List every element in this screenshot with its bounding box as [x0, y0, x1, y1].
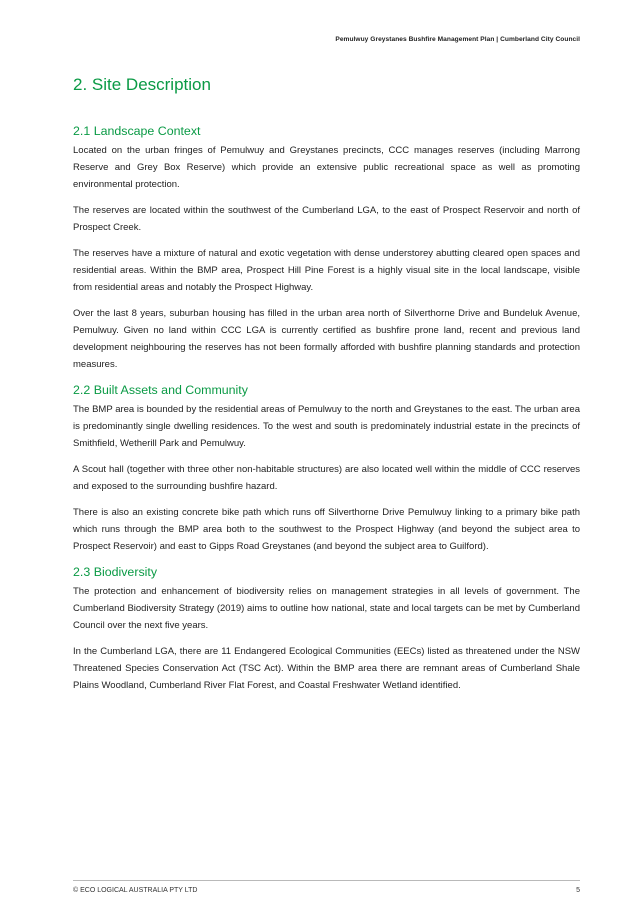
- footer-copyright: © ECO LOGICAL AUSTRALIA PTY LTD: [73, 887, 198, 894]
- paragraph: There is also an existing concrete bike path which runs off Silverthorne Drive Pemulwuy linking to a primary bike path which runs through the BMP area both to the southwest to the Prospect Highway (and beyond the subject area to Prospect Reservoir) and east to Gipps Road Greystanes (and beyond the subject area to Guilford).: [73, 507, 580, 552]
- running-header: Pemulwuy Greystanes Bushfire Management Plan | Cumberland City Council: [335, 36, 580, 43]
- section-title: Built Assets and Community: [93, 383, 248, 397]
- paragraph: The reserves have a mixture of natural and exotic vegetation with dense understorey abutting cleared open spaces and residential areas. Within the BMP area, Prospect Hill Pine Forest is a highly visual site in the local landscape, visible from residential areas and notably the Prospect Highway.: [73, 248, 580, 293]
- page-number: 5: [576, 887, 580, 894]
- section-number: 2.3: [73, 565, 91, 579]
- page-title: 2. Site Description: [73, 75, 211, 94]
- paragraph: The reserves are located within the southwest of the Cumberland LGA, to the east of Prospect Reservoir and north of Prospect Creek.: [73, 205, 580, 233]
- paragraph: The protection and enhancement of biodiversity relies on management strategies in all levels of government. The Cumberland Biodiversity Strategy (2019) aims to outline how national, state and local targets can be met by Cumberland Council over the next five years.: [73, 586, 580, 631]
- paragraph: In the Cumberland LGA, there are 11 Endangered Ecological Communities (EECs) listed as threatened under the NSW Threatened Species Conservation Act (TSC Act). Within the BMP area there are remnant areas of Cumberland Shale Plains Woodland, Cumberland River Flat Forest, and Coastal Freshwater Wetland identified.: [73, 646, 580, 691]
- section-number: 2.1: [73, 124, 91, 138]
- footer-divider: [73, 880, 580, 881]
- paragraph: Located on the urban fringes of Pemulwuy and Greystanes precincts, CCC manages reserves (including Marrong Reserve and Grey Box Reserve) which provide an extensive public recreational space as well as promoting environmental protection.: [73, 145, 580, 190]
- paragraph: The BMP area is bounded by the residential areas of Pemulwuy to the north and Greystanes to the east. The urban area is predominantly single dwelling residences. To the west and south is predominately industrial estate in the precincts of Smithfield, Wetherill Park and Pemulwuy.: [73, 404, 580, 449]
- paragraph: A Scout hall (together with three other non-habitable structures) are also located well within the middle of CCC reserves and exposed to the surrounding bushfire hazard.: [73, 464, 580, 492]
- section-title: Landscape Context: [93, 124, 201, 138]
- page-content: [73, 74, 580, 703]
- section-heading-built-assets: [73, 382, 580, 398]
- section-title: Biodiversity: [93, 565, 158, 579]
- section-heading-biodiversity: [73, 564, 580, 580]
- section-number: 2.2: [73, 383, 91, 397]
- paragraph: Over the last 8 years, suburban housing has filled in the urban area north of Silverthorne Drive and Bundeluk Avenue, Pemulwuy. Given no land within CCC LGA is currently certified as bushfire prone land, recent and previous land development neighbouring the reserves has not been formally afforded with bushfire planning standards and protection measures.: [73, 308, 580, 370]
- section-heading-landscape-context: [73, 123, 580, 139]
